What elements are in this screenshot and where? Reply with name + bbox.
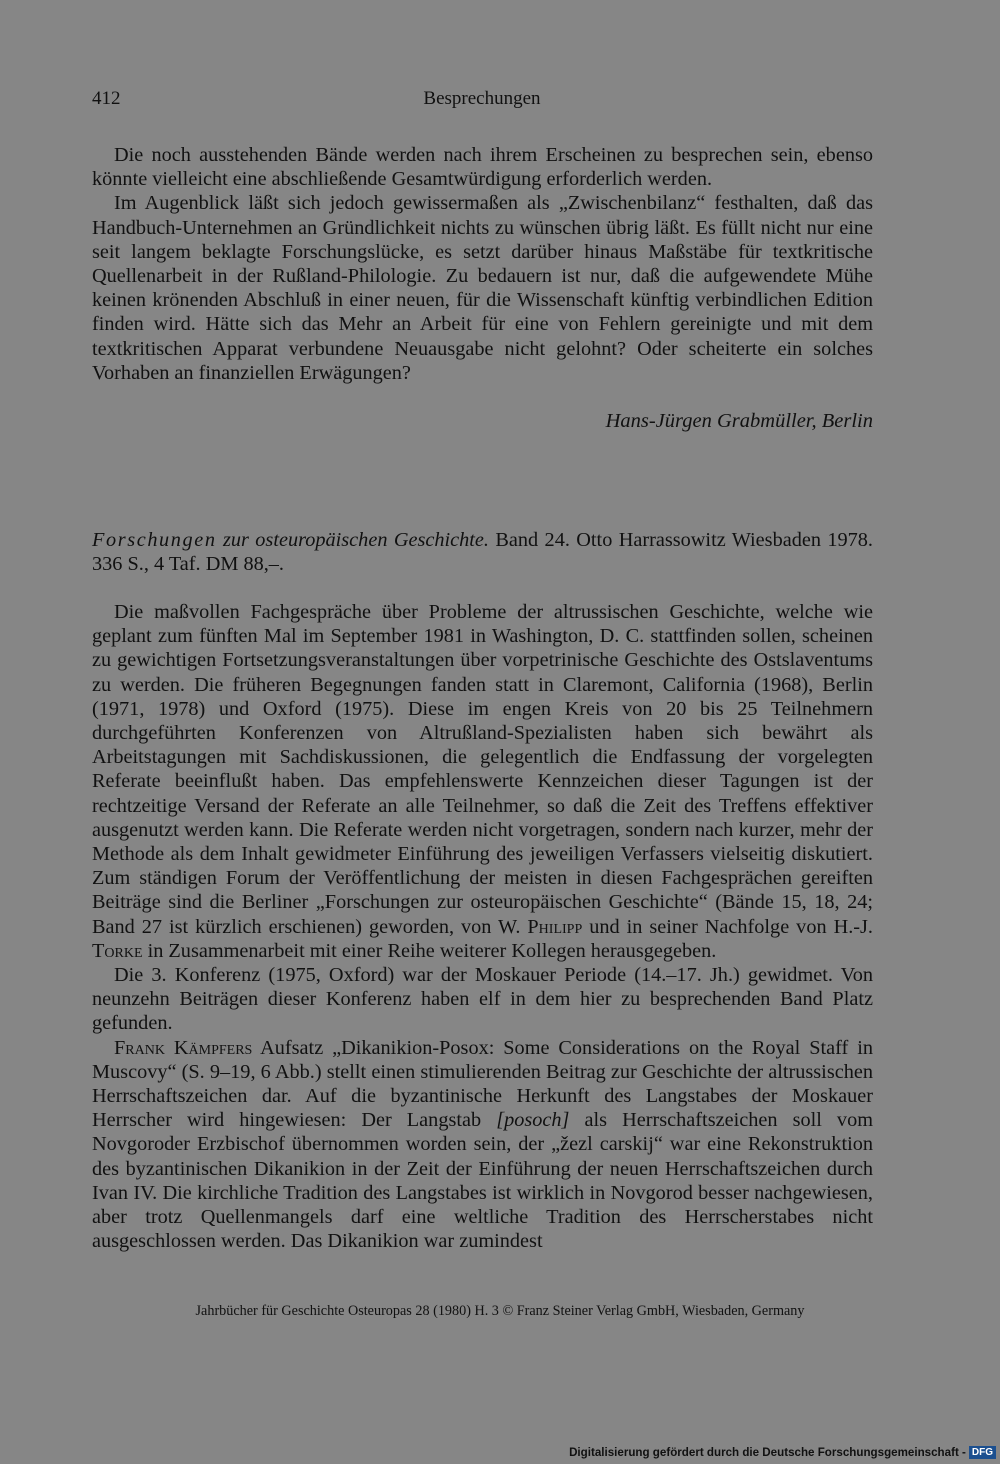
citation-details: Band 24. Otto Harrassowitz Wiesbaden 1978. 336 S., 4 Taf. DM 88,–. — [92, 529, 873, 576]
review-1-body — [92, 143, 873, 385]
paragraph: Die noch ausstehenden Bände werden nach ihrem Erscheinen zu besprechen sein, ebenso könnte vielleicht eine abschließende Gesamtwürdigung erforderlich werden. — [92, 144, 873, 191]
paragraph: Im Augenblick läßt sich jedoch gewissermaßen als „Zwischenbilanz“ festhalten, daß das Handbuch-Unternehmen an Gründlichkeit nichts zu wünschen übrig läßt. Es füllt nicht nur eine seit langem beklagte Forschungslücke, es setzt darüber hinaus Maßstäbe für textkritische Quellenarbeit in der Rußland-Philologie. Zu bedauern ist nur, daß die aufgewendete Mühe keinen krönenden Abschluß in einer neuen, für die Wissenschaft künftig verbindlichen Edition finden wird. Hätte sich das Mehr an Arbeit für eine von Fehlern gereinigte und mit dem textkritischen Apparat verbundene Neuausgabe nicht gelohnt? Oder scheiterte ein solches Vorhaben an finanziellen Erwägungen? — [92, 192, 873, 384]
digitization-notice — [569, 1444, 996, 1460]
paragraph: Die maßvollen Fachgespräche über Probleme der altrussischen Geschichte, welche wie geplant zum fünften Mal im September 1981 in Washington, D. C. stattfinden sollen, scheinen zu gewichtigen Fortsetzungsveranstaltungen über vorpetrinische Geschichte des Ostslaventums zu werden. Die früheren Begegnungen fanden statt in Claremont, California (1968), Berlin (1971, 1978) und Oxford (1975). Diese im engen Kreis von 20 bis 25 Teilnehmern durchgeführten Konferenzen von Altrußland-Spezialisten haben sich bewährt als Arbeitstagungen mit Sachdiskussionen, die gelegentlich die Endfassung der vorgelegten Referate beeinflußt haben. Das empfehlenswerte Kennzeichen dieser Tagungen ist der rechtzeitige Versand der Referate an alle Teilnehmer, so daß die Zeit des Treffens effektiver ausgenutzt werden kann. Die Referate werden nicht vorgetragen, sondern nach kurzer, mehr der Methode als dem Inhalt gewidmeter Einführung des jeweiligen Verfassers vielseitig diskutiert. Zum ständigen Forum der Veröffentlichung der meisten in diesen Fachgesprächen gereiften Beiträge sind die Berliner „Forschungen zur osteuropäischen Geschichte“ (Bände 15, 18, 24; Band 27 ist kürzlich erschienen) geworden, von W. Philipp und in seiner Nachfolge von H.-J. Torke in Zusammenarbeit mit einer Reihe weiterer Kollegen herausgegeben. — [92, 601, 874, 962]
dfg-logo: DFG — [969, 1446, 996, 1459]
author-name: Frank Kämpfers — [114, 1036, 253, 1059]
review-2-body — [92, 600, 873, 1253]
page-number: 412 — [92, 88, 121, 109]
running-title: Besprechungen — [423, 88, 541, 109]
journal-footer: Jahrbücher für Geschichte Osteuropas 28 (1980) H. 3 © Franz Steiner Verlag GmbH, Wiesbaden, Germany — [195, 1303, 805, 1319]
term-italic: [posoch] — [496, 1109, 570, 1132]
paragraph: Frank Kämpfers Aufsatz „Dikanikion-Posox: Some Considerations on the Royal Staff in Muscovy“ (S. 9–19, 6 Abb.) stellt einen stimulierenden Beitrag zur Geschichte der altrussischen Herrschaftszeichen dar. Auf die byzantinische Herkunft des Langstabes der Moskauer Herrscher wird hingewiesen: Der Langstab [posoch] als Herrschaftszeichen soll vom Novgoroder Erzbischof übernommen worden sein, der „žezl carskij“ war eine Rekonstruktion des byzantinischen Dikanikion in der Zeit der Einführung der neuen Herrschaftszeichen durch Ivan IV. Die kirchliche Tradition des Langstabes ist wirklich in Novgorod besser nachgewiesen, aber trotz Quellenmangels darf eine weltliche Tradition des Herrscherstabes nicht ausgeschlossen werden. Das Dikanikion war zumindest — [92, 1036, 873, 1253]
review-2-citation — [92, 528, 873, 576]
paragraph: Die 3. Konferenz (1975, Oxford) war der Moskauer Periode (14.–17. Jh.) gewidmet. Von neunzehn Beiträgen dieser Konferenz haben elf in dem hier zu besprechenden Band Platz gefunden. — [92, 964, 873, 1035]
citation-title: zur osteuropäischen Geschichte. — [216, 529, 490, 551]
page-header — [92, 88, 872, 116]
author-name: Philipp — [527, 915, 583, 938]
author-name: Torke — [92, 939, 143, 962]
reviewer-signature: Hans-Jürgen Grabmüller, Berlin — [605, 410, 873, 432]
digitization-text: Digitalisierung gefördert durch die Deutsche Forschungsgemeinschaft - — [569, 1445, 966, 1459]
citation-series-spaced: Forschungen — [92, 529, 217, 551]
